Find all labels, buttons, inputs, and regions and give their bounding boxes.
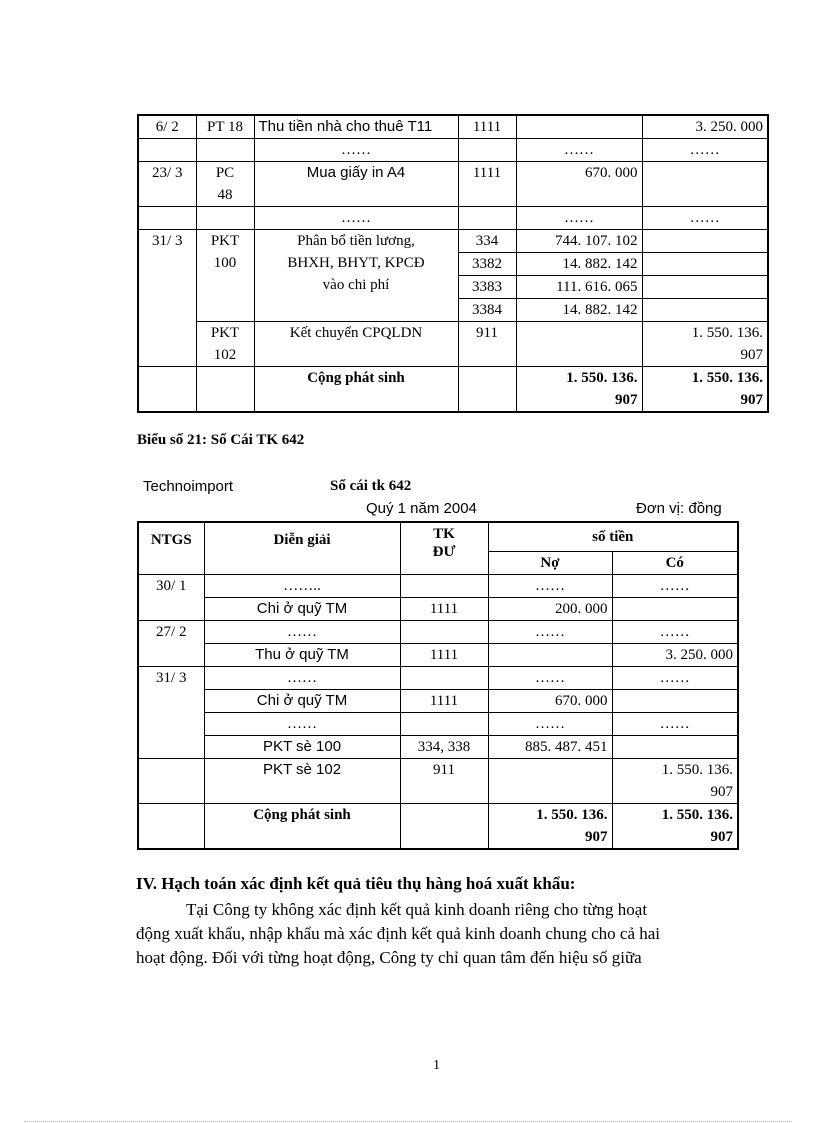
desc-cell: Mua giấy in A4 xyxy=(254,162,458,207)
total-debit: 1. 550. 136. 907 xyxy=(488,804,612,850)
header-account: TK ĐƯ xyxy=(400,522,488,575)
credit-cell: …… xyxy=(612,621,738,644)
desc-cell: Thu tiền nhà cho thuê T11 xyxy=(254,115,458,139)
table-row xyxy=(138,207,768,230)
debit-cell xyxy=(488,644,612,667)
date-cell xyxy=(138,804,204,850)
table-row xyxy=(138,713,738,736)
table-row xyxy=(138,575,738,598)
ledger-title: Sổ cái tk 642 xyxy=(330,478,412,494)
account-cell xyxy=(458,207,516,230)
table-row xyxy=(138,139,768,162)
account-cell: 3383 xyxy=(458,276,516,299)
date-cell: 23/ 3 xyxy=(138,162,196,207)
date-cell xyxy=(138,736,204,759)
paragraph-line: Tại Công ty không xác định kết quả kinh doanh riêng cho từng hoạt xyxy=(186,900,648,919)
header-desc: Diễn giải xyxy=(204,522,400,575)
date-cell: 31/ 3 xyxy=(138,667,204,690)
table-row xyxy=(138,230,768,253)
desc-cell: Chi ở quỹ TM xyxy=(204,598,400,621)
section-heading: IV. Hạch toán xác định kết quả tiêu thụ hàng hoá xuất khẩu: xyxy=(136,874,576,893)
date-cell xyxy=(138,139,196,162)
account-cell: 3382 xyxy=(458,253,516,276)
debit-cell: 885. 487. 451 xyxy=(488,736,612,759)
debit-cell: 14. 882. 142 xyxy=(516,299,642,322)
doc-cell xyxy=(196,207,254,230)
account-cell: 334, 338 xyxy=(400,736,488,759)
desc-cell: …… xyxy=(254,207,458,230)
doc-cell: PC 48 xyxy=(196,162,254,207)
credit-cell: 1. 550. 136. 907 xyxy=(642,322,768,367)
credit-cell xyxy=(642,276,768,299)
table-row xyxy=(138,690,738,713)
account-cell xyxy=(400,621,488,644)
debit-cell: …… xyxy=(516,139,642,162)
credit-cell xyxy=(612,736,738,759)
total-label: Cộng phát sinh xyxy=(204,804,400,850)
figure-caption: Biểu số 21: Sổ Cái TK 642 xyxy=(137,432,305,448)
total-credit: 1. 550. 136. 907 xyxy=(612,804,738,850)
header-amount: số tiền xyxy=(488,522,738,552)
paragraph-line: động xuất khẩu, nhập khẩu mà xác định kết quả kinh doanh chung cho cả hai xyxy=(136,924,661,943)
table-row xyxy=(138,598,738,621)
desc-cell: Phân bổ tiền lương, BHXH, BHYT, KPCĐ vào chi phí xyxy=(254,230,458,322)
credit-cell: …… xyxy=(612,575,738,598)
account-cell: 911 xyxy=(458,322,516,367)
debit-cell: …… xyxy=(488,667,612,690)
account-cell xyxy=(400,667,488,690)
debit-cell: …… xyxy=(516,207,642,230)
total-label: Cộng phát sinh xyxy=(254,367,458,413)
desc-cell: …… xyxy=(204,621,400,644)
header-debit: Nợ xyxy=(488,552,612,575)
credit-cell: 3. 250. 000 xyxy=(612,644,738,667)
credit-cell: 1. 550. 136. 907 xyxy=(612,759,738,804)
desc-cell: PKT sè 100 xyxy=(204,736,400,759)
credit-cell xyxy=(642,230,768,253)
credit-cell: …… xyxy=(612,713,738,736)
credit-cell: …… xyxy=(642,139,768,162)
credit-cell: 3. 250. 000 xyxy=(642,115,768,139)
account-cell: 911 xyxy=(400,759,488,804)
debit-cell xyxy=(488,759,612,804)
credit-cell xyxy=(612,690,738,713)
account-cell xyxy=(458,367,516,413)
ledger-table xyxy=(137,521,739,850)
table-row xyxy=(138,644,738,667)
total-credit: 1. 550. 136. 907 xyxy=(642,367,768,413)
date-cell xyxy=(138,207,196,230)
debit-cell xyxy=(516,115,642,139)
doc-cell xyxy=(196,367,254,413)
account-cell: 1111 xyxy=(458,115,516,139)
date-cell: 27/ 2 xyxy=(138,621,204,644)
debit-cell: 670. 000 xyxy=(516,162,642,207)
date-cell xyxy=(138,759,204,804)
debit-cell: 670. 000 xyxy=(488,690,612,713)
account-cell: 1111 xyxy=(400,690,488,713)
table-row xyxy=(138,162,768,207)
doc-cell: PKT 100 xyxy=(196,230,254,322)
credit-cell: …… xyxy=(642,207,768,230)
account-cell: 1111 xyxy=(458,162,516,207)
desc-cell: …… xyxy=(204,667,400,690)
desc-cell: …….. xyxy=(204,575,400,598)
total-debit: 1. 550. 136. 907 xyxy=(516,367,642,413)
date-cell: 31/ 3 xyxy=(138,230,196,367)
debit-cell: …… xyxy=(488,621,612,644)
page-bottom-divider xyxy=(24,1121,792,1122)
header-ntgs: NTGS xyxy=(138,522,204,575)
credit-cell: …… xyxy=(612,667,738,690)
journal-table xyxy=(137,114,769,413)
account-cell xyxy=(400,713,488,736)
ledger-unit: Đơn vị: đồng xyxy=(636,500,722,517)
credit-cell xyxy=(642,299,768,322)
total-row xyxy=(138,804,738,850)
desc-cell: Kết chuyển CPQLDN xyxy=(254,322,458,367)
account-cell: 3384 xyxy=(458,299,516,322)
doc-cell: PT 18 xyxy=(196,115,254,139)
debit-cell: 14. 882. 142 xyxy=(516,253,642,276)
debit-cell: …… xyxy=(488,575,612,598)
desc-cell: …… xyxy=(204,713,400,736)
desc-cell: Chi ở quỹ TM xyxy=(204,690,400,713)
desc-cell: PKT sè 102 xyxy=(204,759,400,804)
debit-cell: 200. 000 xyxy=(488,598,612,621)
page-number: 1 xyxy=(433,1058,440,1073)
date-cell xyxy=(138,598,204,621)
account-cell xyxy=(400,575,488,598)
header-row xyxy=(138,522,738,552)
credit-cell xyxy=(612,598,738,621)
desc-cell: …… xyxy=(254,139,458,162)
date-cell xyxy=(138,644,204,667)
header-credit: Có xyxy=(612,552,738,575)
desc-cell: Thu ở quỹ TM xyxy=(204,644,400,667)
account-cell: 1111 xyxy=(400,644,488,667)
account-cell xyxy=(400,804,488,850)
date-cell xyxy=(138,367,196,413)
account-cell xyxy=(458,139,516,162)
table-row xyxy=(138,621,738,644)
date-cell xyxy=(138,713,204,736)
table-row xyxy=(138,759,738,804)
account-cell: 334 xyxy=(458,230,516,253)
date-cell: 6/ 2 xyxy=(138,115,196,139)
table-row xyxy=(138,667,738,690)
table-row xyxy=(138,736,738,759)
ledger-period: Quý 1 năm 2004 xyxy=(366,500,477,517)
date-cell: 30/ 1 xyxy=(138,575,204,598)
total-row xyxy=(138,367,768,413)
doc-cell: PKT 102 xyxy=(196,322,254,367)
paragraph-line: hoạt động. Đối với từng hoạt động, Công ty chỉ quan tâm đến hiệu số giữa xyxy=(136,948,642,967)
account-cell: 1111 xyxy=(400,598,488,621)
doc-cell xyxy=(196,139,254,162)
date-cell xyxy=(138,690,204,713)
debit-cell: 744. 107. 102 xyxy=(516,230,642,253)
credit-cell xyxy=(642,253,768,276)
debit-cell: 111. 616. 065 xyxy=(516,276,642,299)
debit-cell xyxy=(516,322,642,367)
debit-cell: …… xyxy=(488,713,612,736)
table-row xyxy=(138,115,768,139)
credit-cell xyxy=(642,162,768,207)
company-name: Technoimport xyxy=(143,478,234,495)
